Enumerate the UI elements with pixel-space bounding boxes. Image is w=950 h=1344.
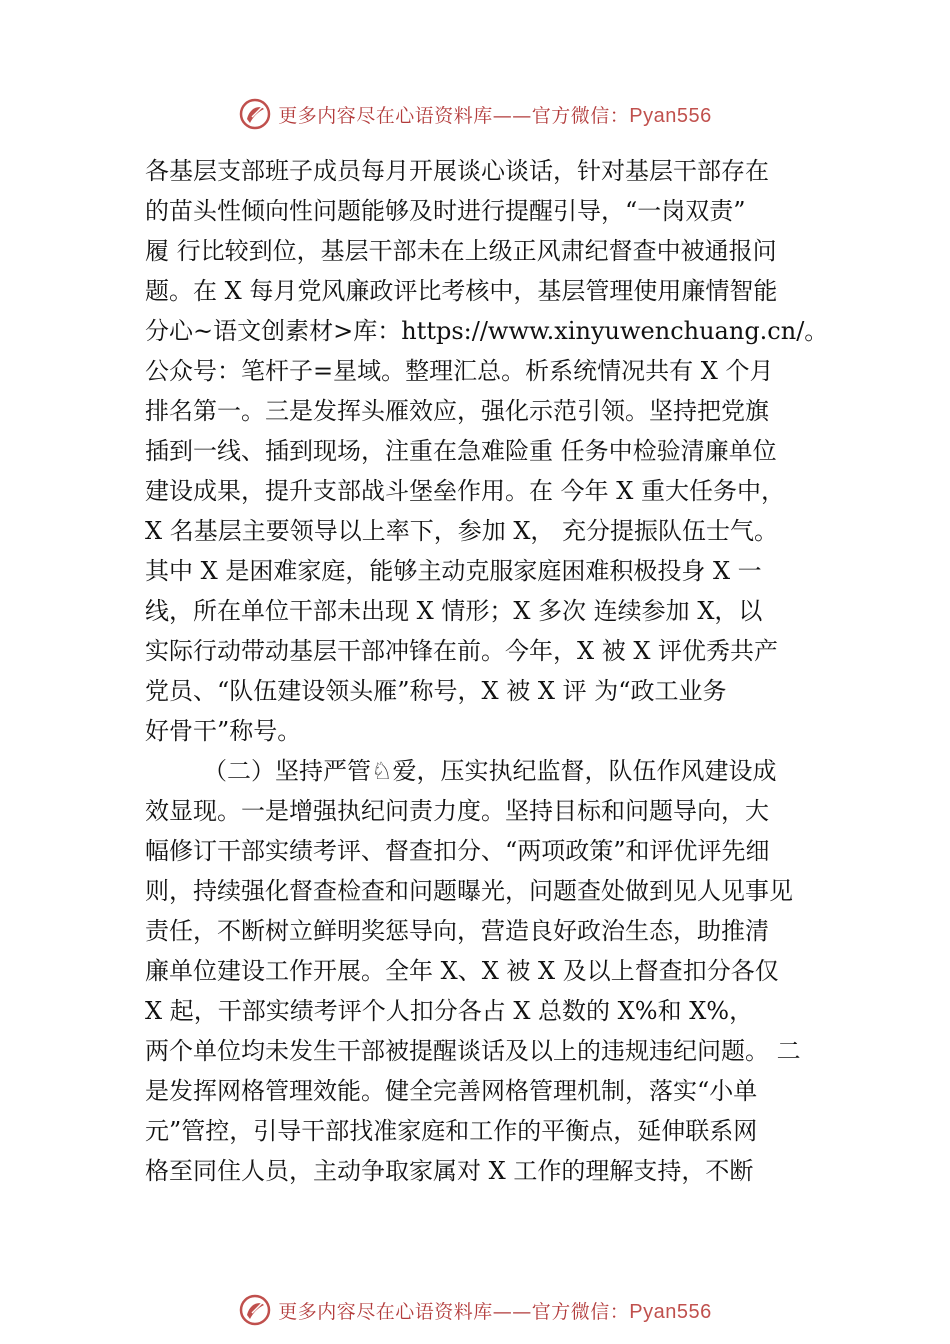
- watermark-text: [278, 1297, 712, 1324]
- watermark-header: [0, 94, 950, 134]
- watermark-footer: [0, 1290, 950, 1330]
- watermark-separator: ——: [492, 104, 532, 127]
- brand-logo-icon: [238, 1293, 272, 1327]
- body-line: 廉单位建设工作开展。全年 X、X 被 X 及以上督查扣分各仅: [145, 957, 779, 985]
- watermark-text: [278, 101, 712, 128]
- body-line: 分心~语文创素材>库：https://www.xinyuwenchuang.cn/。: [145, 317, 829, 345]
- body-line: 好骨干”称号。: [145, 717, 302, 745]
- watermark-contact-label: 官方微信：: [531, 1300, 630, 1323]
- body-line: 排名第一。三是发挥头雁效应，强化示范引领。坚持把党旗: [145, 397, 769, 425]
- body-line: 实际行动带动基层干部冲锋在前。今年，X 被 X 评优秀共产: [145, 637, 779, 665]
- body-line: 公众号：笔杆子=星域。整理汇总。析系统情况共有 X 个月: [145, 357, 774, 385]
- body-line: X 名基层主要领导以上率下，参加 X， 充分提振队伍士气。: [145, 517, 779, 545]
- body-line: 效显现。一是增强执纪问责力度。坚持目标和问题导向，大: [145, 797, 769, 825]
- watermark-contact-id: Pyan556: [629, 104, 712, 127]
- body-line: 的苗头性倾向性问题能够及时进行提醒引导，“一岗双责”: [145, 197, 746, 225]
- body-line: 各基层支部班子成员每月开展谈心谈话，针对基层干部存在: [145, 157, 769, 185]
- watermark-separator: ——: [492, 1300, 532, 1323]
- body-line: X 起，干部实绩考评个人扣分各占 X 总数的 X%和 X%，: [145, 997, 754, 1025]
- watermark-brand: 更多内容尽在心语资料库: [278, 1300, 493, 1323]
- body-line: 幅修订干部实绩考评、督查扣分、“两项政策”和评优评先细: [145, 837, 770, 865]
- document-body: [145, 151, 835, 1191]
- brand-logo-icon: [238, 97, 272, 131]
- body-line: 格至同住人员，主动争取家属对 X 工作的理解支持，不断: [145, 1157, 754, 1185]
- body-line: 责任，不断树立鲜明奖惩导向，营造良好政治生态，助推清: [145, 917, 769, 945]
- body-line: 题。在 X 每月党风廉政评比考核中，基层管理使用廉情智能: [145, 277, 778, 305]
- body-line: 线，所在单位干部未出现 X 情形；X 多次 连续参加 X，以: [145, 597, 763, 625]
- body-line: 建设成果，提升支部战斗堡垒作用。在 今年 X 重大任务中，: [145, 477, 785, 505]
- body-line: 元”管控，引导干部找准家庭和工作的平衡点，延伸联系网: [145, 1117, 758, 1145]
- section-heading-line: （二）坚持严管♘爱，压实执纪监督，队伍作风建设成: [203, 757, 777, 785]
- body-line: 则，持续强化督查检查和问题曝光，问题查处做到见人见事见: [145, 877, 793, 905]
- body-line: 履 行比较到位，基层干部未在上级正风肃纪督查中被通报问: [145, 237, 777, 265]
- body-line: 党员、“队伍建设领头雁”称号，X 被 X 评 为“政工业务: [145, 677, 727, 705]
- watermark-contact-id: Pyan556: [629, 1300, 712, 1323]
- body-line: 其中 X 是困难家庭，能够主动克服家庭困难积极投身 X 一: [145, 557, 762, 585]
- body-line: 插到一线、插到现场，注重在急难险重 任务中检验清廉单位: [145, 437, 777, 465]
- watermark-brand: 更多内容尽在心语资料库: [278, 104, 493, 127]
- watermark-contact-label: 官方微信：: [531, 104, 630, 127]
- body-line: 是发挥网格管理效能。健全完善网格管理机制，落实“小单: [145, 1077, 758, 1105]
- body-line: 两个单位均未发生干部被提醒谈话及以上的违规违纪问题。 二: [145, 1037, 801, 1065]
